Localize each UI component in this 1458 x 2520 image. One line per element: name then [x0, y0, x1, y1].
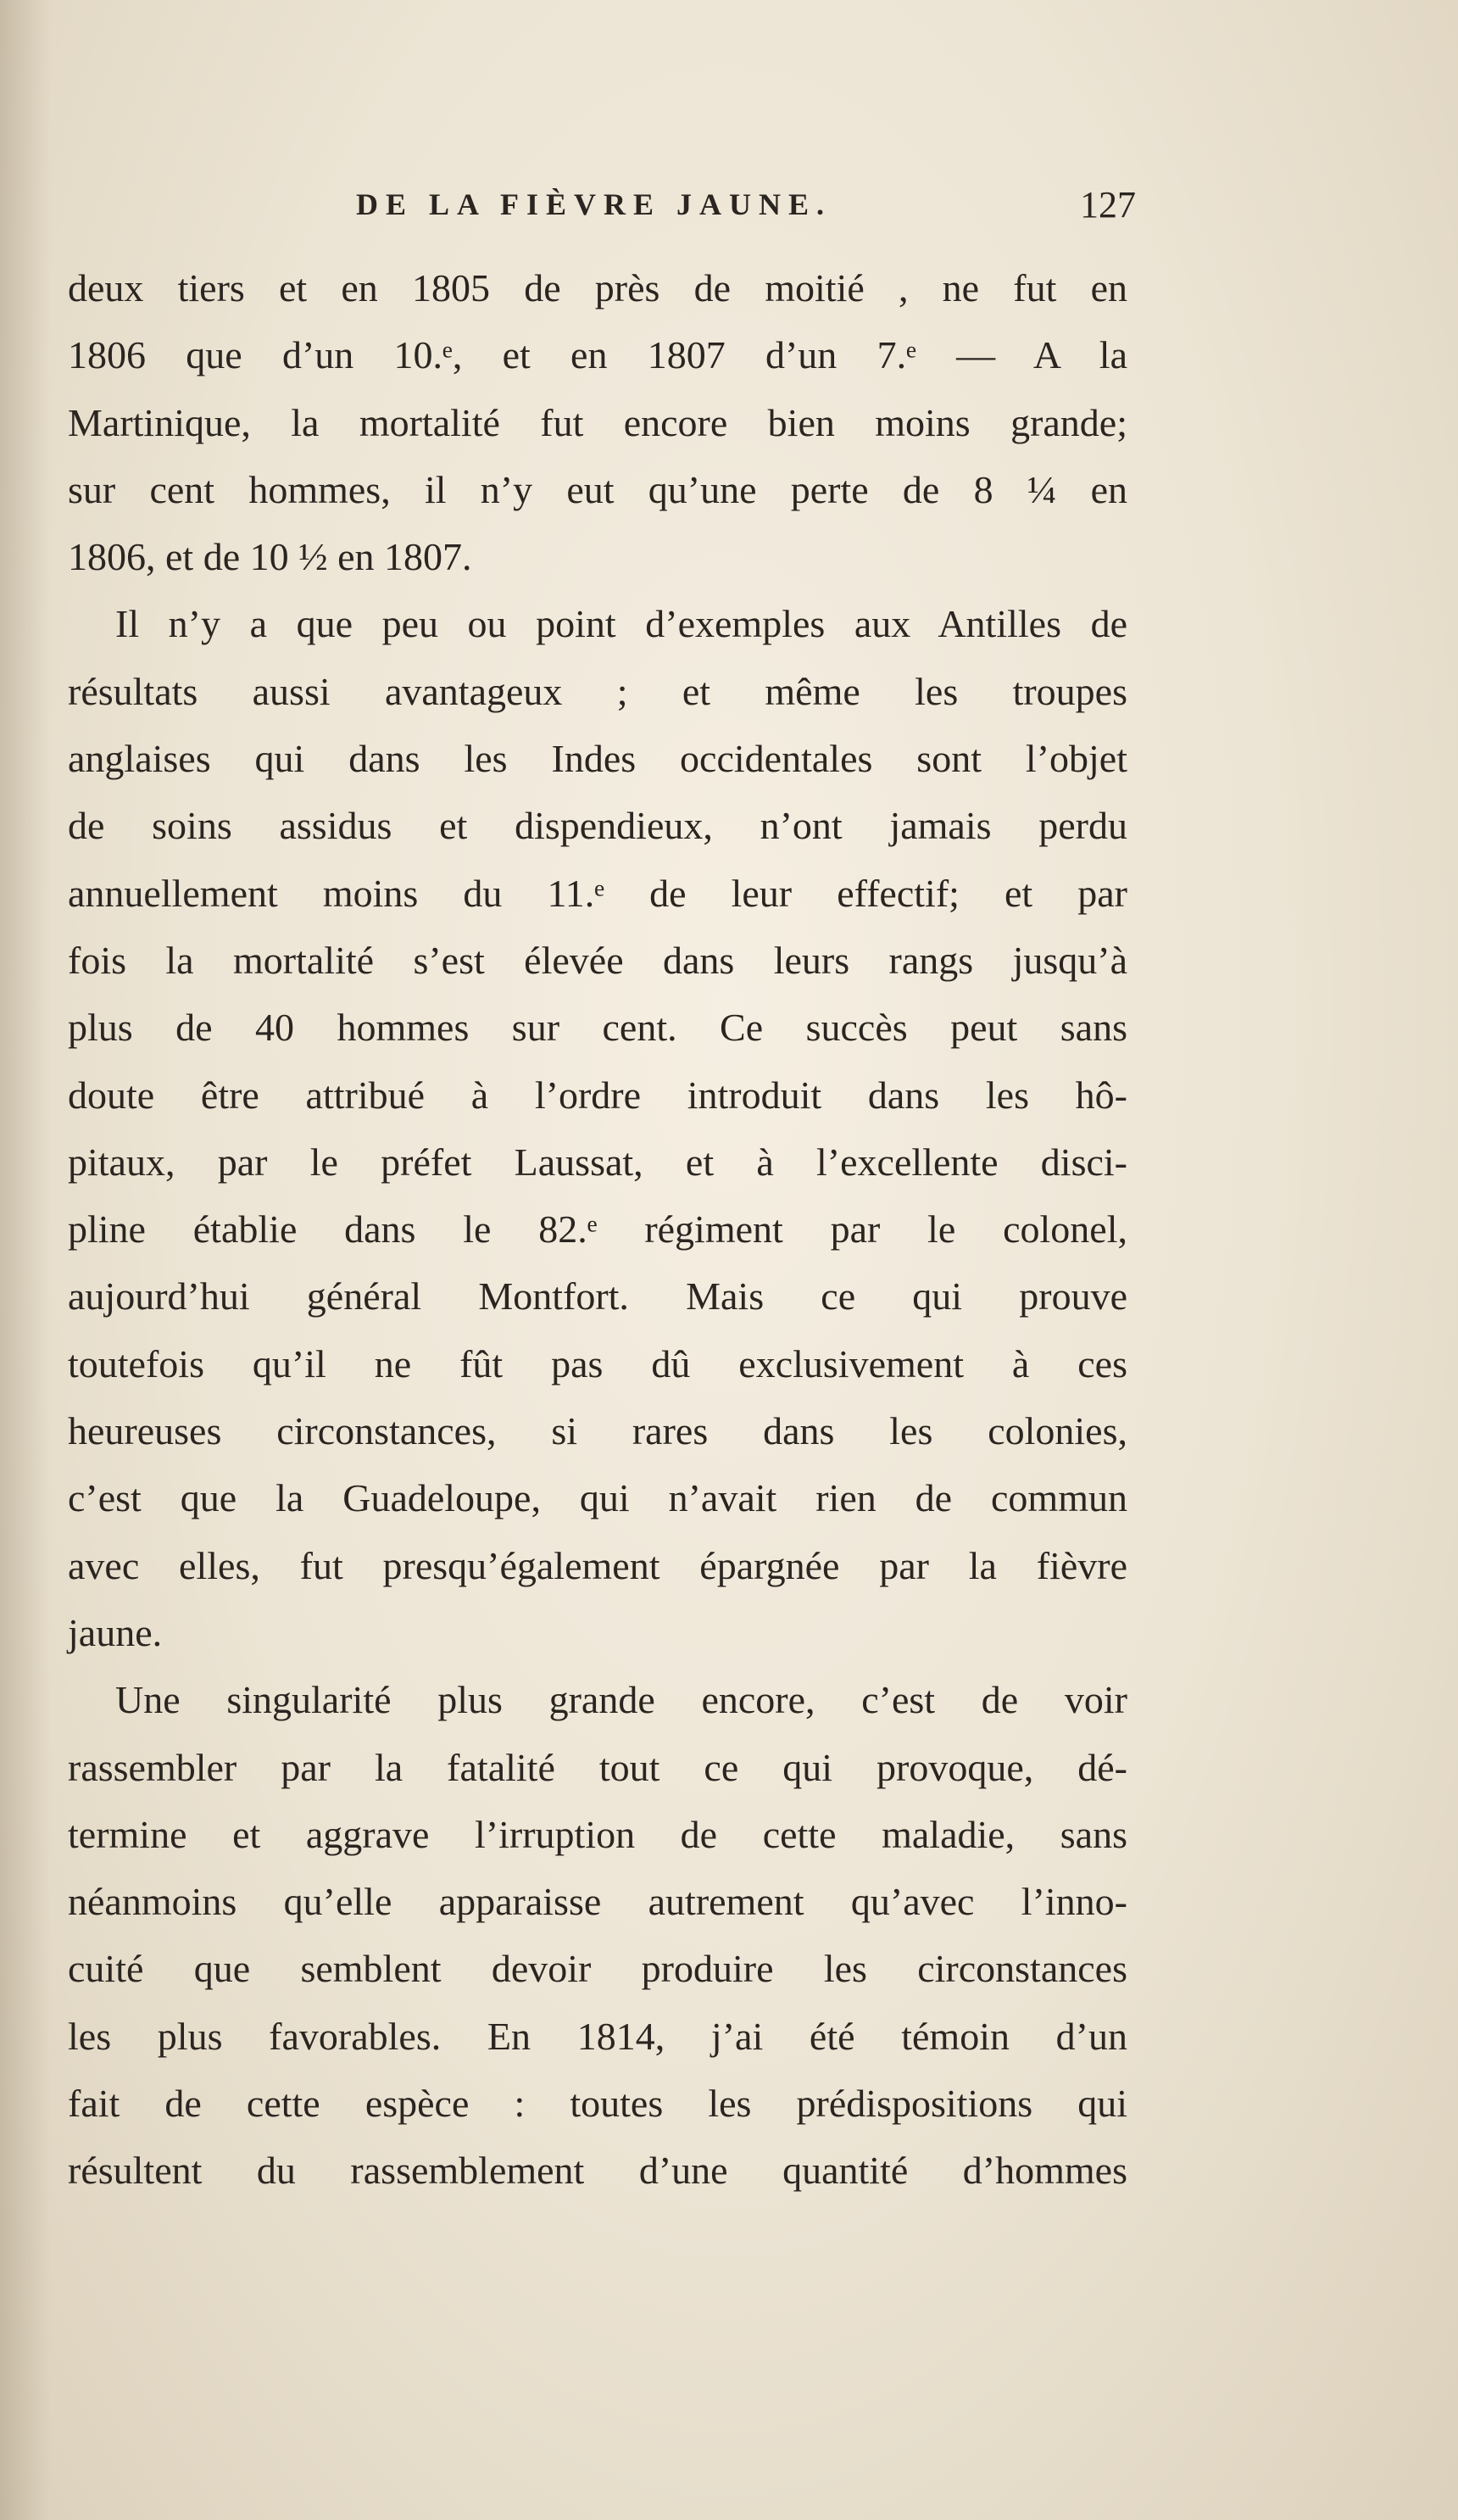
text-line: plus de 40 hommes sur cent. Ce succès peut sans — [68, 1006, 1127, 1050]
text-line: anglaises qui dans les Indes occidentales sont l’objet — [68, 737, 1127, 781]
text-line: de soins assidus et dispendieux, n’ont jamais perdu — [68, 804, 1127, 848]
text-line: résultats aussi avantageux ; et même les troupes — [68, 669, 1127, 713]
text-line: pitaux, par le préfet Laussat, et à l’excellente disci- — [68, 1140, 1127, 1184]
text-line: pline établie dans le 82.ᵉ régiment par le colonel, — [68, 1207, 1127, 1252]
page-gutter-shadow — [0, 0, 51, 2520]
text-line: cuité que semblent devoir produire les circonstances — [68, 1947, 1127, 1991]
text-line: néanmoins qu’elle apparaisse autrement qu’avec l’inno- — [68, 1880, 1127, 1924]
text-line: deux tiers et en 1805 de près de moitié , ne fut en — [68, 266, 1127, 309]
text-line: heureuses circonstances, si rares dans les colonies, — [68, 1409, 1127, 1453]
text-line: jaune. — [68, 1610, 163, 1654]
page-number: 127 — [1080, 184, 1136, 226]
text-line: rassembler par la fatalité tout ce qui provoque, dé- — [68, 1745, 1127, 1789]
text-line: 1806, et de 10 ½ en 1807. — [68, 535, 472, 579]
text-line: Une singularité plus grande encore, c’est de voir — [115, 1678, 1127, 1722]
running-title: DE LA FIÈVRE JAUNE. — [356, 187, 832, 221]
body-text — [68, 254, 1127, 2205]
text-line: termine et aggrave l’irruption de cette maladie, sans — [68, 1812, 1127, 1856]
text-line: annuellement moins du 11.ᵉ de leur effectif; et par — [68, 871, 1127, 915]
text-line: avec elles, fut presqu’également épargnée par la fièvre — [68, 1543, 1127, 1587]
text-line: c’est que la Guadeloupe, qui n’avait rien de commun — [68, 1476, 1127, 1520]
text-line: fait de cette espèce : toutes les prédispositions qui — [68, 2082, 1127, 2126]
page-header — [110, 184, 1136, 237]
text-line: toutefois qu’il ne fût pas dû exclusivement à ces — [68, 1341, 1127, 1385]
text-line: sur cent hommes, il n’y eut qu’une perte de 8 ¼ en — [68, 467, 1127, 511]
text-line: les plus favorables. En 1814, j’ai été témoin d’un — [68, 2014, 1127, 2058]
text-line: doute être attribué à l’ordre introduit dans les hô- — [68, 1073, 1127, 1117]
text-line: résultent du rassemblement d’une quantité d’hommes — [68, 2149, 1127, 2193]
text-line: Il n’y a que peu ou point d’exemples aux Antilles de — [115, 602, 1127, 646]
text-line: aujourd’hui général Montfort. Mais ce qui prouve — [68, 1274, 1127, 1319]
text-line: fois la mortalité s’est élevée dans leurs rangs jusqu’à — [68, 938, 1127, 982]
text-line: Martinique, la mortalité fut encore bien moins grande; — [68, 400, 1127, 444]
text-line: 1806 que d’un 10.ᵉ, et en 1807 d’un 7.ᵉ — A la — [68, 333, 1127, 377]
